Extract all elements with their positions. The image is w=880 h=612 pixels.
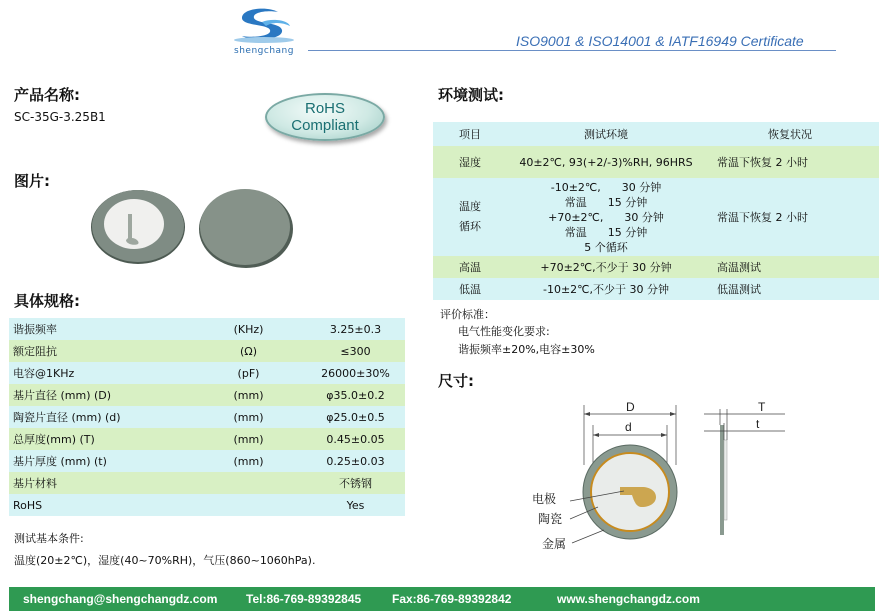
- spec-name: 陶瓷片直径 (mm) (d): [9, 406, 191, 428]
- spec-unit: (KHz): [191, 318, 306, 340]
- env-header-cond: 测试环境: [584, 128, 628, 141]
- dim-label-D: D: [626, 400, 635, 414]
- side-view-metal: [720, 425, 724, 535]
- spec-name: RoHS: [9, 494, 191, 516]
- env-row-cond: 40±2℃, 93(+2/-3)%RH, 96HRS: [519, 155, 693, 169]
- env-row-cond: [511, 178, 701, 256]
- eval-line1: 电气性能变化要求:: [458, 325, 550, 338]
- side-view-ceramic: [724, 440, 727, 520]
- dim-label-d: d: [625, 420, 632, 434]
- spec-value: φ35.0±0.2: [306, 384, 405, 406]
- spec-row: [9, 362, 405, 384]
- env-row-recovery: 常温下恢复 2 小时: [717, 211, 808, 224]
- env-row-cond: +70±2℃,不少于 30 分钟: [540, 261, 672, 274]
- env-cond-line: +70±2℃, 30 分钟: [548, 210, 664, 224]
- label-ceramic: 陶瓷: [538, 512, 563, 526]
- rohs-badge: [265, 93, 385, 141]
- buzzer-back-image: [196, 186, 296, 270]
- env-cond-line: -10±2℃, 30 分钟: [550, 180, 662, 194]
- env-header-recovery: 恢复状况: [768, 128, 812, 141]
- env-row-recovery: 高温测试: [717, 261, 761, 274]
- spec-name: 谐振频率: [9, 318, 191, 340]
- spec-row: [9, 384, 405, 406]
- dim-label-t: t: [756, 417, 760, 431]
- dim-label-T: T: [758, 400, 766, 414]
- spec-name: 总厚度(mm) (T): [9, 428, 191, 450]
- spec-name: 基片材料: [9, 472, 191, 494]
- footer-bar: [9, 587, 875, 611]
- spec-row: [9, 472, 405, 494]
- spec-row: [9, 318, 405, 340]
- test-condition-label: 测试基本条件:: [14, 532, 84, 545]
- label-electrode: 电极: [532, 492, 557, 506]
- leader-line: [572, 530, 604, 543]
- picture-label: 图片:: [14, 172, 50, 190]
- env-row-item: [433, 178, 511, 256]
- spec-row: [9, 340, 405, 362]
- env-row-recovery: 常温下恢复 2 小时: [717, 156, 808, 169]
- arrow-icon: [670, 412, 676, 416]
- spec-row: [9, 428, 405, 450]
- eval-label: 评价标准：: [440, 308, 495, 321]
- footer-tel: Tel:86-769-89392845: [246, 592, 362, 606]
- arrow-icon: [593, 433, 599, 437]
- arrow-icon: [661, 433, 667, 437]
- spec-name: 基片厚度 (mm) (t): [9, 450, 191, 472]
- specs-table: [9, 318, 405, 516]
- spec-row: [9, 494, 405, 516]
- buzzer-front-image: [88, 186, 188, 266]
- test-condition-text: 温度(20±2℃)，湿度(40~70%RH)，气压(860~1060hPa).: [14, 554, 316, 567]
- env-row-recovery: 低温测试: [717, 283, 761, 296]
- env-row-item-text: 温度 循环: [459, 200, 481, 233]
- rohs-line2: Compliant: [291, 117, 359, 134]
- spec-name: 额定阻抗: [9, 340, 191, 362]
- spec-unit: [191, 494, 306, 516]
- spec-value: 3.25±0.3: [306, 318, 405, 340]
- spec-value: Yes: [306, 494, 405, 516]
- spec-unit: (mm): [191, 428, 306, 450]
- specs-title: 具体规格:: [14, 292, 80, 310]
- env-title: 环境测试:: [438, 86, 504, 104]
- spec-value: ≤300: [306, 340, 405, 362]
- spec-unit: (mm): [191, 384, 306, 406]
- env-cond-line: 常温 15 分钟: [564, 225, 648, 239]
- header-rule: [308, 50, 836, 51]
- product-model: SC-35G-3.25B1: [14, 110, 106, 124]
- spec-value: 不锈钢: [306, 472, 405, 494]
- footer-website[interactable]: www.shengchangdz.com: [557, 592, 700, 606]
- env-row-cond: -10±2℃,不少于 30 分钟: [542, 283, 670, 296]
- rohs-line1: RoHS: [304, 100, 345, 117]
- spec-row: [9, 406, 405, 428]
- env-cond-line: 5 个循环: [584, 240, 628, 254]
- spec-value: 0.45±0.05: [306, 428, 405, 450]
- env-cond-line: 常温 15 分钟: [564, 195, 648, 209]
- label-metal: 金属: [542, 537, 567, 551]
- env-row-item: 低温: [459, 283, 481, 296]
- product-name-label: 产品名称:: [14, 86, 80, 104]
- spec-unit: (mm): [191, 406, 306, 428]
- certificate-text: ISO9001 & ISO14001 & IATF16949 Certificate: [516, 33, 804, 49]
- env-row-item: 高温: [459, 261, 481, 274]
- spec-value: 0.25±0.03: [306, 450, 405, 472]
- eval-line2: 谐振频率±20%,电容±30%: [458, 343, 595, 356]
- dimension-title: 尺寸:: [438, 372, 474, 390]
- spec-name: 电容@1KHz: [9, 362, 191, 384]
- env-table: [433, 122, 879, 300]
- company-logo: [228, 4, 300, 56]
- spec-row: [9, 450, 405, 472]
- spec-value: φ25.0±0.5: [306, 406, 405, 428]
- arrow-icon: [584, 412, 590, 416]
- spec-unit: (pF): [191, 362, 306, 384]
- dimension-drawing: [500, 395, 790, 560]
- env-row-item: 湿度: [459, 156, 481, 169]
- spec-value: 26000±30%: [306, 362, 405, 384]
- spec-unit: [191, 472, 306, 494]
- logo-text: shengchang: [234, 46, 294, 56]
- footer-fax: Fax:86-769-89392842: [392, 592, 512, 606]
- footer-email[interactable]: shengchang@shengchangdz.com: [23, 592, 218, 606]
- spec-unit: (mm): [191, 450, 306, 472]
- spec-unit: (Ω): [191, 340, 306, 362]
- env-header-item: 项目: [459, 128, 481, 141]
- spec-name: 基片直径 (mm) (D): [9, 384, 191, 406]
